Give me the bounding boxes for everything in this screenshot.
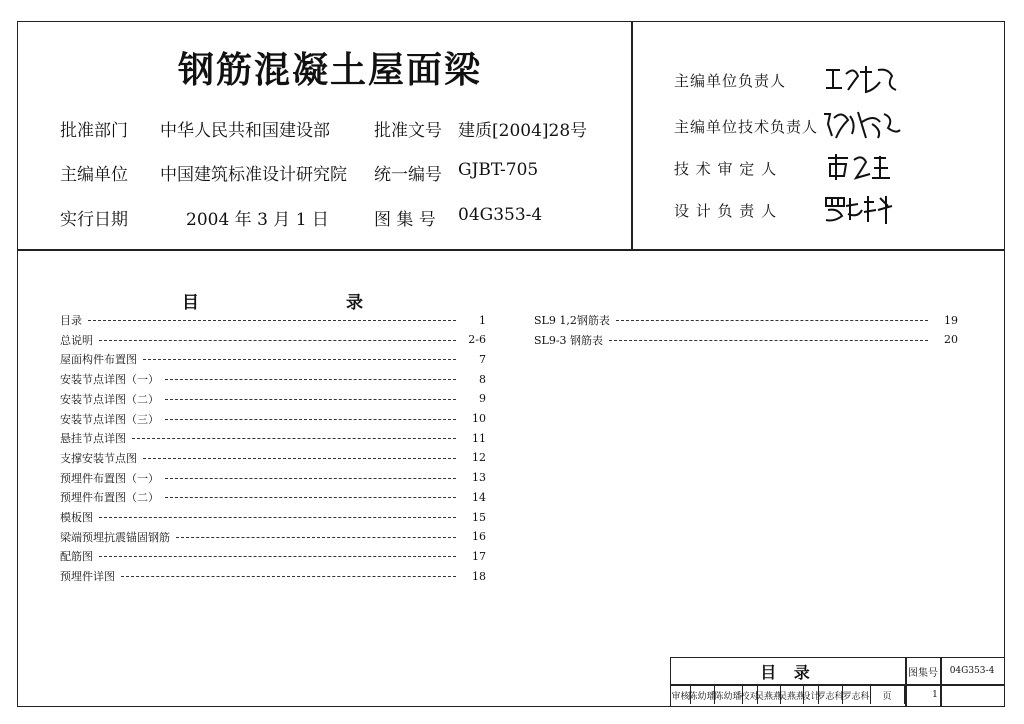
signature-label: 主编单位技术负责人 <box>674 118 819 136</box>
title-block-cell: 罗志科 <box>842 686 871 704</box>
signature-row <box>674 62 994 102</box>
toc-entry-page: 15 <box>472 510 486 524</box>
handwritten-signature <box>822 150 902 184</box>
toc-entry <box>60 370 486 388</box>
toc-entry <box>534 311 958 329</box>
title-block-cell: 罗志科 <box>818 686 843 704</box>
toc-entry-title: SL9 1,2钢筋表 <box>534 314 610 327</box>
approval-dept-value: 中华人民共和国建设部 <box>160 121 330 141</box>
toc-leader-line <box>165 497 456 498</box>
toc-entry <box>60 508 486 526</box>
toc-entry-page: 7 <box>479 352 486 366</box>
toc-entry-title: 安装节点详图（一） <box>60 373 159 387</box>
toc-leader-line <box>165 379 456 380</box>
title-block-cell: 设计 <box>803 686 819 704</box>
toc-entry-title: 支撑安装节点图 <box>60 451 137 465</box>
signature-label: 主编单位负责人 <box>674 72 787 90</box>
toc-entry-title: 配筋图 <box>60 550 93 564</box>
toc-entry-title: 安装节点详图（三） <box>60 412 159 426</box>
toc-entry <box>60 429 486 447</box>
atlas-no-label: 图 集 号 <box>374 210 436 230</box>
title-block-cell: 1 <box>932 690 938 700</box>
editor-unit-value: 中国建筑标准设计研究院 <box>160 165 347 185</box>
title-block-cell: 页 <box>870 686 905 704</box>
title-block-atlas-label: 图集号 <box>908 667 938 679</box>
toc-entry <box>60 410 486 428</box>
toc-entry-page: 2-6 <box>468 333 486 347</box>
toc-entry-page: 8 <box>479 372 486 386</box>
toc-heading-right: 录 <box>346 293 363 313</box>
toc-leader-line <box>132 438 456 439</box>
toc-entry <box>60 449 486 467</box>
signature-divider <box>631 21 633 250</box>
toc-entry-title: 梁端预埋抗震锚固钢筋 <box>60 530 170 544</box>
toc-leader-line <box>609 340 928 341</box>
toc-entry-page: 20 <box>944 333 958 347</box>
title-block-cell: 陈幼璠 <box>714 686 743 704</box>
toc-entry-title: 总说明 <box>60 333 93 347</box>
toc-leader-line <box>99 517 456 518</box>
toc-entry <box>60 528 486 546</box>
toc-entry <box>60 311 486 329</box>
signature-row <box>674 150 994 190</box>
toc-leader-line <box>88 320 456 321</box>
toc-entry-page: 19 <box>944 313 958 327</box>
toc-entry-title: 预埋件布置图（二） <box>60 491 159 505</box>
signature-label: 设 计 负 责 人 <box>674 202 778 220</box>
approval-doc-value: 建质[2004]28号 <box>458 121 588 141</box>
unified-no-value: GJBT-705 <box>458 160 539 180</box>
toc-entry <box>60 547 486 565</box>
toc-entry-title: 屋面构件布置图 <box>60 353 137 367</box>
page-title: 钢筋混凝土屋面梁 <box>177 49 482 91</box>
approval-dept-label: 批准部门 <box>60 121 128 141</box>
toc-leader-line <box>143 359 456 360</box>
approval-doc-label: 批准文号 <box>374 121 442 141</box>
toc-leader-line <box>176 537 456 538</box>
title-block-cell: 校对 <box>742 686 758 704</box>
toc-entry <box>60 567 486 585</box>
title-block-cell: 吴燕燕 <box>757 686 781 704</box>
title-block-cell: 审核 <box>671 686 691 704</box>
signature-row <box>674 108 994 148</box>
toc-heading-left: 目 <box>182 293 199 313</box>
toc-entry-page: 9 <box>479 392 486 406</box>
toc-entry-title: SL9-3 钢筋表 <box>534 333 604 347</box>
toc-entry <box>60 488 486 506</box>
toc-entry-title: 安装节点详图（二） <box>60 392 159 406</box>
toc-entry-page: 13 <box>472 471 486 485</box>
toc-entry-page: 16 <box>472 530 486 544</box>
toc-entry-title: 目录 <box>60 314 82 327</box>
toc-entry <box>60 331 486 349</box>
toc-entry-page: 14 <box>472 490 486 504</box>
toc-entry-page: 17 <box>472 549 486 563</box>
toc-entry-page: 12 <box>472 451 486 465</box>
editor-unit-label: 主编单位 <box>60 165 128 185</box>
toc-leader-line <box>165 478 456 479</box>
title-block-atlas-value: 04G353-4 <box>949 666 995 676</box>
signature-label: 技 术 审 定 人 <box>674 160 778 178</box>
title-block-cell: 吴燕燕 <box>780 686 804 704</box>
title-block-title: 目 录 <box>760 662 816 682</box>
toc-entry-page: 11 <box>472 431 486 445</box>
toc-leader-line <box>99 340 456 341</box>
signature-row <box>674 192 994 232</box>
toc-entry-page: 18 <box>472 569 486 583</box>
toc-leader-line <box>616 320 928 321</box>
toc-entry <box>60 350 486 368</box>
toc-leader-line <box>121 576 456 577</box>
toc-leader-line <box>165 399 456 400</box>
toc-entry-page: 1 <box>479 313 486 327</box>
toc-entry-title: 悬挂节点详图 <box>60 432 126 446</box>
toc-leader-line <box>99 556 456 557</box>
toc-entry-title: 预埋件布置图（一） <box>60 471 159 485</box>
toc-entry <box>60 469 486 487</box>
impl-date-value: 2004 年 3 月 1 日 <box>186 210 329 230</box>
handwritten-signature <box>822 62 902 96</box>
toc-leader-line <box>165 419 456 420</box>
atlas-no-value: 04G353-4 <box>458 205 543 225</box>
toc-leader-line <box>143 458 456 459</box>
toc-entry-title: 模板图 <box>60 511 93 524</box>
title-block-cell: 陈幼璠 <box>690 686 715 704</box>
toc-entry <box>534 331 958 349</box>
toc-entry-title: 预埋件详图 <box>60 570 115 584</box>
handwritten-signature <box>822 108 902 142</box>
toc-entry-page: 10 <box>472 412 486 425</box>
header-divider <box>17 249 1005 251</box>
unified-no-label: 统一编号 <box>374 165 442 185</box>
handwritten-signature <box>822 192 902 226</box>
impl-date-label: 实行日期 <box>60 210 128 230</box>
toc-entry <box>60 390 486 408</box>
